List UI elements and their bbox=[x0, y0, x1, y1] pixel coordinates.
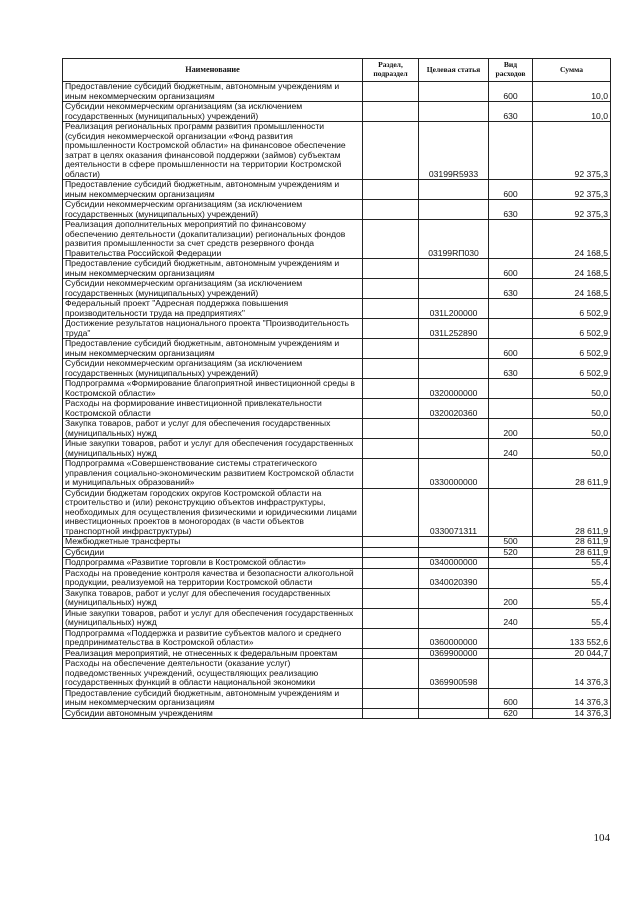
table-row bbox=[63, 708, 611, 719]
cell-name: Предоставление субсидий бюджетным, автономным учреждениям и иным некоммерческим организациям bbox=[63, 259, 363, 279]
cell-name: Реализация региональных программ развития промышленности (субсидия некоммерческой организации «Фонд развития промышленности Костромской области» на финансовое обеспечение затрат в целях оказания финансовой поддержки (займов) субъектам деятельности в сфере промышленности на территории Костромской области) bbox=[63, 122, 363, 180]
cell-kind: 630 bbox=[489, 359, 533, 379]
cell-target bbox=[419, 180, 489, 200]
cell-kind bbox=[489, 558, 533, 569]
cell-name: Достижение результатов национального проекта "Производительность труда" bbox=[63, 319, 363, 339]
table-row bbox=[63, 648, 611, 659]
table-row bbox=[63, 82, 611, 102]
table-row bbox=[63, 628, 611, 648]
cell-target: 031L200000 bbox=[419, 299, 489, 319]
table-row bbox=[63, 339, 611, 359]
cell-sum: 24 168,5 bbox=[533, 220, 611, 259]
table-row bbox=[63, 279, 611, 299]
cell-target: 0340020390 bbox=[419, 568, 489, 588]
table-row bbox=[63, 547, 611, 558]
cell-target bbox=[419, 608, 489, 628]
cell-sum: 10,0 bbox=[533, 82, 611, 102]
cell-sum: 50,0 bbox=[533, 399, 611, 419]
cell-name: Субсидии некоммерческим организациям (за исключением государственных (муниципальных) учреждений) bbox=[63, 200, 363, 220]
cell-target bbox=[419, 359, 489, 379]
table-row bbox=[63, 399, 611, 419]
cell-name: Подпрограмма «Совершенствование системы стратегического управления социально-экономическим развитием Костромской области и муниципальных образований» bbox=[63, 459, 363, 489]
table-row bbox=[63, 558, 611, 569]
cell-name: Иные закупки товаров, работ и услуг для обеспечения государственных (муниципальных) нужд bbox=[63, 608, 363, 628]
budget-table-container bbox=[62, 58, 610, 719]
cell-name: Расходы на проведение контроля качества и безопасности алкогольной продукции, реализуемой на территории Костромской области bbox=[63, 568, 363, 588]
cell-target bbox=[419, 200, 489, 220]
table-row bbox=[63, 439, 611, 459]
cell-name: Предоставление субсидий бюджетным, автономным учреждениям и иным некоммерческим организациям bbox=[63, 82, 363, 102]
cell-name: Предоставление субсидий бюджетным, автономным учреждениям и иным некоммерческим организациям bbox=[63, 339, 363, 359]
cell-sum: 6 502,9 bbox=[533, 319, 611, 339]
cell-target bbox=[419, 259, 489, 279]
table-row bbox=[63, 488, 611, 537]
cell-kind bbox=[489, 628, 533, 648]
cell-sum: 133 552,6 bbox=[533, 628, 611, 648]
cell-target bbox=[419, 439, 489, 459]
table-row bbox=[63, 588, 611, 608]
cell-kind bbox=[489, 319, 533, 339]
cell-sum: 6 502,9 bbox=[533, 339, 611, 359]
table-row bbox=[63, 122, 611, 180]
table-row bbox=[63, 379, 611, 399]
cell-section bbox=[363, 459, 419, 489]
cell-section bbox=[363, 568, 419, 588]
table-row bbox=[63, 459, 611, 489]
cell-target bbox=[419, 279, 489, 299]
cell-sum: 92 375,3 bbox=[533, 122, 611, 180]
cell-target bbox=[419, 547, 489, 558]
cell-section bbox=[363, 379, 419, 399]
cell-sum: 10,0 bbox=[533, 102, 611, 122]
table-row bbox=[63, 259, 611, 279]
budget-table bbox=[62, 58, 611, 719]
table-row bbox=[63, 220, 611, 259]
cell-section bbox=[363, 220, 419, 259]
cell-name: Подпрограмма «Развитие торговли в Костромской области» bbox=[63, 558, 363, 569]
cell-sum: 24 168,5 bbox=[533, 259, 611, 279]
cell-sum: 6 502,9 bbox=[533, 299, 611, 319]
cell-target bbox=[419, 419, 489, 439]
cell-target bbox=[419, 339, 489, 359]
cell-section bbox=[363, 547, 419, 558]
cell-sum: 14 376,3 bbox=[533, 688, 611, 708]
cell-name: Иные закупки товаров, работ и услуг для обеспечения государственных (муниципальных) нужд bbox=[63, 439, 363, 459]
cell-name: Закупка товаров, работ и услуг для обеспечения государственных (муниципальных) нужд bbox=[63, 419, 363, 439]
cell-target: 03199RП030 bbox=[419, 220, 489, 259]
cell-target: 0369900000 bbox=[419, 648, 489, 659]
cell-section bbox=[363, 628, 419, 648]
cell-target: 03199R5933 bbox=[419, 122, 489, 180]
cell-kind: 600 bbox=[489, 688, 533, 708]
cell-name: Реализация мероприятий, не отнесенных к федеральным проектам bbox=[63, 648, 363, 659]
cell-sum: 14 376,3 bbox=[533, 708, 611, 719]
cell-section bbox=[363, 339, 419, 359]
cell-sum: 28 611,9 bbox=[533, 459, 611, 489]
cell-sum: 50,0 bbox=[533, 439, 611, 459]
cell-sum: 14 376,3 bbox=[533, 659, 611, 689]
table-body bbox=[63, 82, 611, 719]
cell-section bbox=[363, 558, 419, 569]
cell-target bbox=[419, 537, 489, 548]
cell-kind bbox=[489, 379, 533, 399]
cell-sum: 6 502,9 bbox=[533, 359, 611, 379]
cell-kind bbox=[489, 488, 533, 537]
cell-sum: 50,0 bbox=[533, 379, 611, 399]
cell-name: Расходы на формирование инвестиционной привлекательности Костромской области bbox=[63, 399, 363, 419]
cell-section bbox=[363, 648, 419, 659]
cell-name: Субсидии бюджетам городских округов Костромской области на строительство и (или) реконструкцию объектов инфраструктуры, необходимых для осуществления физическими и юридическими лицами инвестиционных проектов в моногородах (в части объектов транспортной инфраструктуры) bbox=[63, 488, 363, 537]
cell-kind: 600 bbox=[489, 339, 533, 359]
table-header-row bbox=[63, 59, 611, 82]
table-row bbox=[63, 200, 611, 220]
table-row bbox=[63, 102, 611, 122]
cell-name: Субсидии автономным учреждениям bbox=[63, 708, 363, 719]
table-row bbox=[63, 180, 611, 200]
cell-kind bbox=[489, 568, 533, 588]
cell-name: Субсидии некоммерческим организациям (за исключением государственных (муниципальных) учреждений) bbox=[63, 279, 363, 299]
cell-kind: 600 bbox=[489, 259, 533, 279]
cell-section bbox=[363, 419, 419, 439]
cell-kind: 240 bbox=[489, 608, 533, 628]
cell-section bbox=[363, 359, 419, 379]
cell-kind: 240 bbox=[489, 439, 533, 459]
cell-sum: 28 611,9 bbox=[533, 547, 611, 558]
table-row bbox=[63, 537, 611, 548]
cell-kind: 620 bbox=[489, 708, 533, 719]
table-row bbox=[63, 299, 611, 319]
cell-sum: 20 044,7 bbox=[533, 648, 611, 659]
cell-sum: 28 611,9 bbox=[533, 488, 611, 537]
cell-target: 0330071311 bbox=[419, 488, 489, 537]
cell-target: 0330000000 bbox=[419, 459, 489, 489]
cell-sum: 55,4 bbox=[533, 608, 611, 628]
cell-section bbox=[363, 102, 419, 122]
cell-sum: 50,0 bbox=[533, 419, 611, 439]
cell-section bbox=[363, 279, 419, 299]
cell-section bbox=[363, 299, 419, 319]
cell-kind: 630 bbox=[489, 102, 533, 122]
cell-kind: 600 bbox=[489, 180, 533, 200]
cell-kind bbox=[489, 648, 533, 659]
header-kind: Вид расходов bbox=[489, 59, 533, 82]
table-row bbox=[63, 419, 611, 439]
table-row bbox=[63, 608, 611, 628]
cell-name: Межбюджетные трансферты bbox=[63, 537, 363, 548]
cell-kind: 520 bbox=[489, 547, 533, 558]
cell-section bbox=[363, 399, 419, 419]
cell-sum: 55,4 bbox=[533, 558, 611, 569]
cell-kind: 630 bbox=[489, 200, 533, 220]
cell-target: 0320020360 bbox=[419, 399, 489, 419]
cell-sum: 55,4 bbox=[533, 588, 611, 608]
cell-section bbox=[363, 319, 419, 339]
cell-kind: 630 bbox=[489, 279, 533, 299]
cell-section bbox=[363, 180, 419, 200]
cell-section bbox=[363, 608, 419, 628]
cell-section bbox=[363, 82, 419, 102]
cell-sum: 28 611,9 bbox=[533, 537, 611, 548]
cell-section bbox=[363, 588, 419, 608]
cell-section bbox=[363, 122, 419, 180]
cell-name: Предоставление субсидий бюджетным, автономным учреждениям и иным некоммерческим организациям bbox=[63, 180, 363, 200]
cell-kind bbox=[489, 122, 533, 180]
cell-kind bbox=[489, 459, 533, 489]
cell-name: Субсидии некоммерческим организациям (за исключением государственных (муниципальных) учреждений) bbox=[63, 359, 363, 379]
cell-name: Расходы на обеспечение деятельности (оказание услуг) подведомственных учреждений, осуществляющих реализацию государственных функций в области национальной экономики bbox=[63, 659, 363, 689]
cell-sum: 92 375,3 bbox=[533, 180, 611, 200]
cell-kind: 500 bbox=[489, 537, 533, 548]
cell-name: Подпрограмма «Поддержка и развитие субъектов малого и среднего предпринимательства в Костромской области» bbox=[63, 628, 363, 648]
cell-kind bbox=[489, 299, 533, 319]
cell-name: Подпрограмма «Формирование благоприятной инвестиционной среды в Костромской области» bbox=[63, 379, 363, 399]
cell-name: Субсидии некоммерческим организациям (за исключением государственных (муниципальных) учреждений) bbox=[63, 102, 363, 122]
cell-name: Реализация дополнительных мероприятий по финансовому обеспечению деятельности (докапитализации) региональных фондов развития промышленности за счет средств резервного фонда Правительства Российской Федерации bbox=[63, 220, 363, 259]
cell-sum: 92 375,3 bbox=[533, 200, 611, 220]
cell-name: Федеральный проект "Адресная поддержка повышения производительности труда на предприятиях" bbox=[63, 299, 363, 319]
cell-target: 0320000000 bbox=[419, 379, 489, 399]
header-sum: Сумма bbox=[533, 59, 611, 82]
cell-section bbox=[363, 200, 419, 220]
table-row bbox=[63, 319, 611, 339]
cell-target bbox=[419, 82, 489, 102]
cell-target: 031L252890 bbox=[419, 319, 489, 339]
cell-target bbox=[419, 688, 489, 708]
header-section: Раздел, подраздел bbox=[363, 59, 419, 82]
cell-kind bbox=[489, 399, 533, 419]
cell-target: 0340000000 bbox=[419, 558, 489, 569]
cell-sum: 55,4 bbox=[533, 568, 611, 588]
cell-section bbox=[363, 488, 419, 537]
cell-section bbox=[363, 259, 419, 279]
table-row bbox=[63, 359, 611, 379]
page-number: 104 bbox=[593, 832, 610, 844]
cell-target bbox=[419, 708, 489, 719]
cell-target bbox=[419, 102, 489, 122]
cell-kind bbox=[489, 220, 533, 259]
header-name: Наименование bbox=[63, 59, 363, 82]
table-row bbox=[63, 659, 611, 689]
cell-kind: 200 bbox=[489, 588, 533, 608]
cell-sum: 24 168,5 bbox=[533, 279, 611, 299]
cell-target: 0369900598 bbox=[419, 659, 489, 689]
cell-kind: 200 bbox=[489, 419, 533, 439]
cell-target: 0360000000 bbox=[419, 628, 489, 648]
cell-section bbox=[363, 439, 419, 459]
cell-section bbox=[363, 708, 419, 719]
cell-name: Предоставление субсидий бюджетным, автономным учреждениям и иным некоммерческим организациям bbox=[63, 688, 363, 708]
cell-name: Субсидии bbox=[63, 547, 363, 558]
cell-section bbox=[363, 659, 419, 689]
header-target: Целевая статья bbox=[419, 59, 489, 82]
cell-section bbox=[363, 537, 419, 548]
cell-name: Закупка товаров, работ и услуг для обеспечения государственных (муниципальных) нужд bbox=[63, 588, 363, 608]
cell-section bbox=[363, 688, 419, 708]
table-row bbox=[63, 688, 611, 708]
table-row bbox=[63, 568, 611, 588]
cell-target bbox=[419, 588, 489, 608]
cell-kind bbox=[489, 659, 533, 689]
cell-kind: 600 bbox=[489, 82, 533, 102]
